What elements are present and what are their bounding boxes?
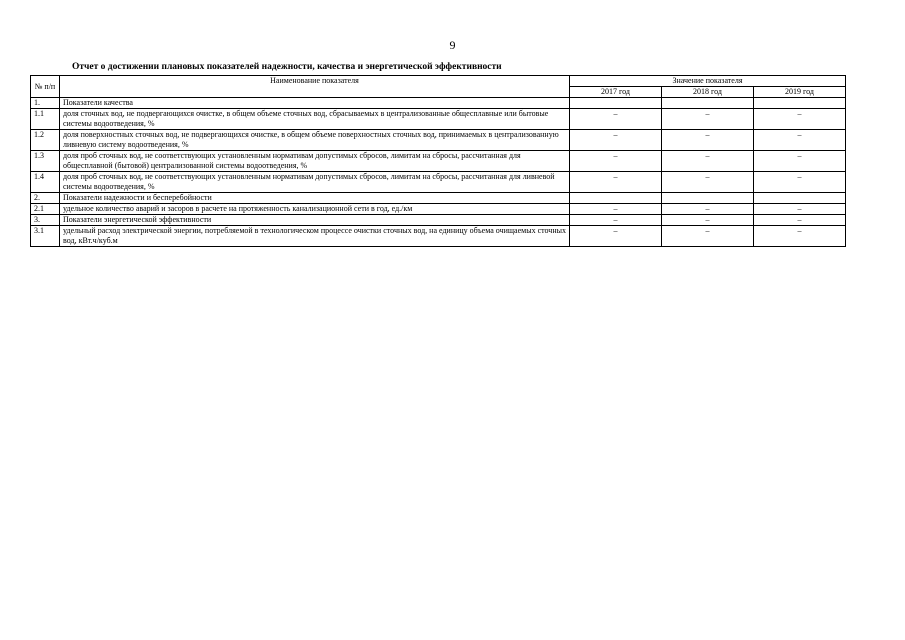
row-value-2018: [662, 98, 754, 109]
row-indicator-name: доля сточных вод, не подвергающихся очистке, в общем объеме сточных вод, сбрасываемых в централизованные общесплавные или бытовые системы водоотведения, %: [60, 109, 570, 130]
row-number: 2.1: [31, 204, 60, 215]
header-year-2017: 2017 год: [570, 87, 662, 98]
header-value-group: Значение показателя: [570, 76, 846, 87]
row-value-2018: –: [662, 109, 754, 130]
row-number: 3.: [31, 215, 60, 226]
row-value-2019: –: [754, 109, 846, 130]
row-value-2017: –: [570, 130, 662, 151]
page-number: 9: [449, 38, 456, 52]
row-indicator-name: доля проб сточных вод, не соответствующих установленным нормативам допустимых сбросов, лимитам на сбросы, рассчитанная для общесплавной (бытовой) централизованной системы водоотведения, %: [60, 151, 570, 172]
table-row: [31, 172, 846, 193]
row-value-2019: –: [754, 226, 846, 247]
row-indicator-name: удельное количество аварий и засоров в расчете на протяженность канализационной сети в год, ед./км: [60, 204, 570, 215]
table-row: [31, 109, 846, 130]
header-year-2019: 2019 год: [754, 87, 846, 98]
row-indicator-name: доля поверхностных сточных вод, не подвергающихся очистке, в общем объеме поверхностных сточных вод, принимаемых в централизованную ливневую систему водоотведения, %: [60, 130, 570, 151]
row-value-2017: [570, 193, 662, 204]
header-name: Наименование показателя: [60, 76, 570, 98]
row-value-2017: –: [570, 109, 662, 130]
indicators-table: [30, 75, 846, 247]
header-year-2018: 2018 год: [662, 87, 754, 98]
row-number: 1.3: [31, 151, 60, 172]
row-value-2017: –: [570, 215, 662, 226]
table-row: [31, 151, 846, 172]
table-row: [31, 193, 846, 204]
row-value-2018: –: [662, 204, 754, 215]
row-value-2019: –: [754, 130, 846, 151]
row-value-2018: –: [662, 172, 754, 193]
row-number: 1.: [31, 98, 60, 109]
table-row: [31, 98, 846, 109]
row-number: 1.4: [31, 172, 60, 193]
row-number: 1.2: [31, 130, 60, 151]
row-number: 2.: [31, 193, 60, 204]
row-indicator-name: Показатели качества: [60, 98, 570, 109]
table-row: [31, 204, 846, 215]
row-value-2017: –: [570, 151, 662, 172]
row-value-2019: –: [754, 215, 846, 226]
row-value-2017: –: [570, 226, 662, 247]
header-num: № п/п: [31, 76, 60, 98]
row-number: 1.1: [31, 109, 60, 130]
row-value-2017: –: [570, 204, 662, 215]
row-indicator-name: Показатели энергетической эффективности: [60, 215, 570, 226]
table-row: [31, 226, 846, 247]
row-indicator-name: доля проб сточных вод, не соответствующих установленным нормативам допустимых сбросов, лимитам на сбросы, рассчитанная для ливневой системы водоотведения, %: [60, 172, 570, 193]
row-value-2019: –: [754, 172, 846, 193]
table-row: [31, 215, 846, 226]
row-indicator-name: Показатели надежности и бесперебойности: [60, 193, 570, 204]
row-value-2018: –: [662, 130, 754, 151]
row-value-2018: [662, 193, 754, 204]
row-value-2019: [754, 193, 846, 204]
row-indicator-name: удельный расход электрической энергии, потребляемой в технологическом процессе очистки сточных вод, на единицу объема очищаемых сточных вод, кВт.ч/куб.м: [60, 226, 570, 247]
row-value-2017: [570, 98, 662, 109]
table-row: [31, 130, 846, 151]
row-value-2018: –: [662, 151, 754, 172]
report-title: Отчет о достижении плановых показателей надежности, качества и энергетической эффективности: [72, 62, 502, 72]
row-value-2019: –: [754, 204, 846, 215]
row-number: 3.1: [31, 226, 60, 247]
row-value-2017: –: [570, 172, 662, 193]
row-value-2019: –: [754, 151, 846, 172]
table-body: [31, 98, 846, 247]
row-value-2019: [754, 98, 846, 109]
row-value-2018: –: [662, 226, 754, 247]
table-header-row: [31, 76, 846, 87]
row-value-2018: –: [662, 215, 754, 226]
